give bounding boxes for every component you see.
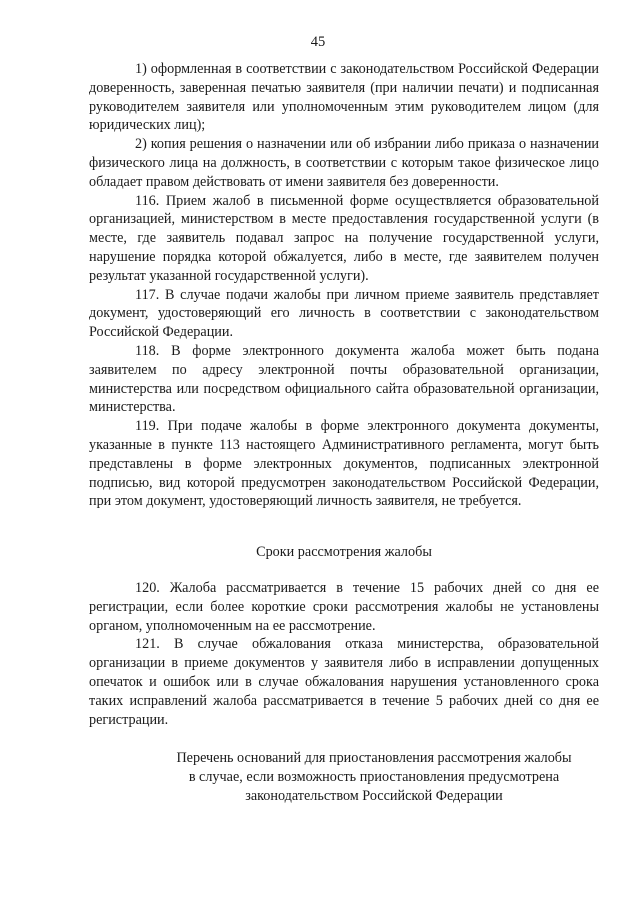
paragraph-117: 117. В случае подачи жалобы при личном приеме заявитель представляет документ, удостоверяющий его личность в соответствии с законодательством Российской Федерации. [89,286,599,341]
paragraph-item-2: 2) копия решения о назначении или об избрании либо приказа о назначении физического лица на должность, в соответствии с которым такое физическое лицо обладает правом действовать от имени заявителя без доверенности. [89,136,599,190]
paragraph-121: 121. В случае обжалования отказа министерства, образовательной организации в приеме документов у заявителя либо в исправлении допущенных опечаток и ошибок или в случае обжалования нарушения установленного срока таких исправлений жалоба рассматривается в течение 5 рабочих дней со дня ее регистрации. [89,636,599,728]
heading-line-1: Перечень оснований для приостановления рассмотрения жалобы [176,750,572,767]
paragraph-item-1: 1) оформленная в соответствии с законодательством Российской Федерации доверенность, заверенная печатью заявителя (при наличии печати) и подписанная руководителем заявителя или уполномоченным этим руководителем лицом (для юридических лиц); [89,61,599,134]
section-heading-suspension-grounds [89,749,599,805]
document-body [89,60,599,806]
heading-line-2: в случае, если возможность приостановления предусмотрена [188,769,560,786]
paragraph-116: 116. Прием жалоб в письменной форме осуществляется образовательной организацией, министерством в месте предоставления государственной услуги (в месте, где заявитель подавал запрос на получение государственной услуги, нарушение порядка которой обжалуется, либо в месте, где заявителем получен результат указанной государственной услуги). [89,192,599,284]
heading-line-3: законодательством Российской Федерации [245,787,503,804]
paragraph-120: 120. Жалоба рассматривается в течение 15 рабочих дней со дня ее регистрации, если более короткие сроки рассмотрения жалобы не установлены органом, уполномоченным на ее рассмотрение. [89,579,599,634]
paragraph-119: 119. При подаче жалобы в форме электронного документа документы, указанные в пункте 113 настоящего Административного регламента, могут быть представлены в форме электронных документов, подписанных электронной подписью, вид которой предусмотрен законодательством Российской Федерации, при этом документ, удостоверяющий личность заявителя, не требуется. [89,418,599,510]
paragraph-118: 118. В форме электронного документа жалоба может быть подана заявителем по адресу электронной почты образовательной организации, министерства или посредством официального сайта образовательной организации, министерства. [89,342,599,416]
section-heading-review-terms: Сроки рассмотрения жалобы [256,544,432,561]
page-number: 45 [310,34,326,50]
